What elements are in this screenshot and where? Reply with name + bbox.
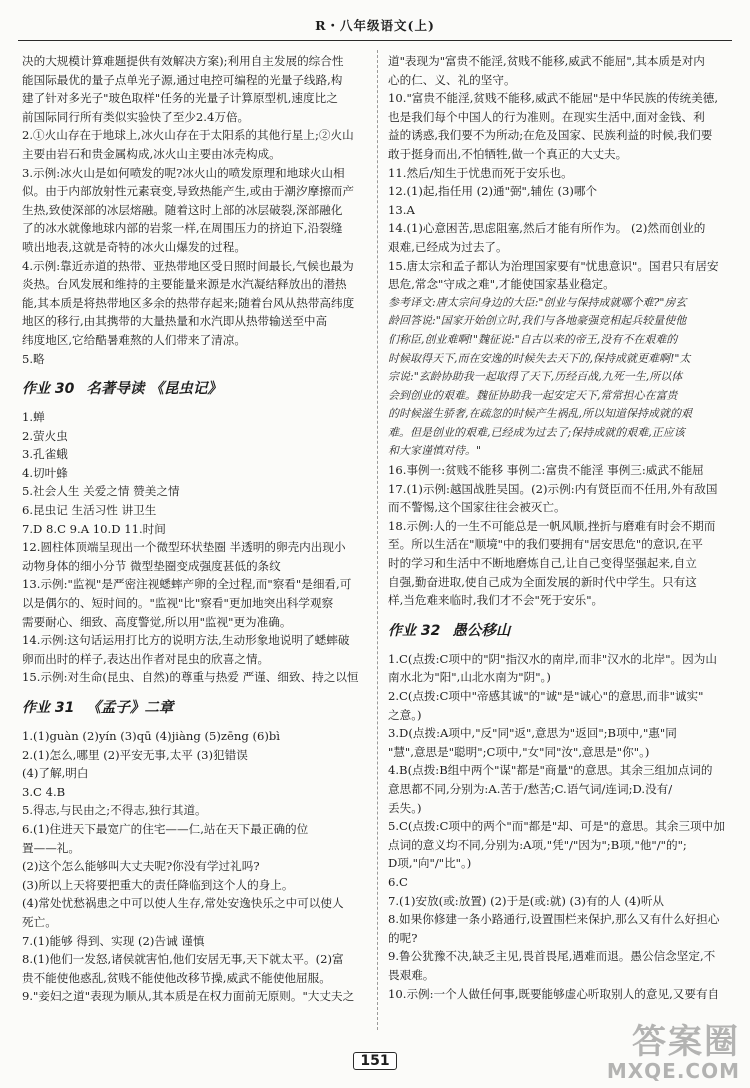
left-column xyxy=(22,52,366,1048)
answer-line: 4.示例:靠近赤道的热带、亚热带地区受日照时间最长,气候也最为 xyxy=(22,258,354,273)
answer-line: 6.昆虫记 生活习性 讲卫生 xyxy=(22,503,157,518)
answer-line: 至。所以生活在"顺境"中的我们要拥有"居安思危"的意识,在平 xyxy=(388,537,703,552)
answer-line: 时的学习和生活中不断地磨炼自己,让自己变得坚强起来,自立 xyxy=(388,556,697,571)
translation-line: 时候取得天下,而在安逸的时候失去天下的,保持成就更难啊!"太 xyxy=(388,351,691,365)
answer-line: 8.(1)他们一发怒,诸侯就害怕,他们安居无事,天下就太平。(2)富 xyxy=(22,952,344,967)
translation-line: 宗说:"玄龄协助我一起取得了天下,历经百战,九死一生,所以体 xyxy=(388,370,683,384)
answer-line: (3)所以上天将要把重大的责任降临到这个人的身上。 xyxy=(22,877,294,892)
answer-line: 7.D 8.C 9.A 10.D 11.时间 xyxy=(22,521,166,536)
column-divider xyxy=(377,50,378,1030)
answer-line: 15.示例:对生命(昆虫、自然)的尊重与热爱 严谨、细致、持之以恒 xyxy=(22,670,359,685)
translation-line: 们称臣,创业难啊!"魏征说:"自古以来的帝王,没有不在艰难的 xyxy=(388,332,678,346)
answer-line: 卵而出时的样子,表达出作者对昆虫的欣喜之情。 xyxy=(22,651,270,666)
answer-line: 能国际最优的量子点单光子源,通过电控可编程的光量子线路,构 xyxy=(22,72,343,87)
section-title: 愚公移山 xyxy=(452,622,511,639)
answer-line: 动物身体的细小分节 微型垫圈变成强度甚低的条纹 xyxy=(22,558,281,573)
answer-line: 2.C(点拨:C项中"帝感其诚"的"诚"是"诚心"的意思,而非"诚实" xyxy=(388,689,704,703)
answer-line: 思危,常念"守成之难",才能使国家基业稳定。 xyxy=(388,277,615,292)
section-heading xyxy=(22,693,366,723)
answer-line: 建了针对多光子"玻色取样"任务的光量子计算原型机,速度比之 xyxy=(22,91,338,106)
page-header xyxy=(0,0,750,40)
section-title: 名著导读 《昆虫记》 xyxy=(86,380,222,397)
answer-line: 之意。) xyxy=(388,707,422,722)
answer-line: 10.示例:一个人做任何事,既要能够虚心听取别人的意见,又要有自 xyxy=(388,986,720,1001)
right-column xyxy=(388,52,728,1048)
answer-line: 6.C xyxy=(388,874,408,889)
answer-line: 敢于挺身而出,不怕牺牲,做一个真正的大丈夫。 xyxy=(388,146,628,161)
answer-line: 7.(1)能够 得到、实现 (2)告诫 谨慎 xyxy=(22,933,205,948)
answer-line: 17.(1)示例:越国战胜吴国。(2)示例:内有贤臣而不任用,外有敌国 xyxy=(388,481,718,496)
answer-line: 死亡。 xyxy=(22,914,57,929)
answer-line: 需要耐心、细致、高度警觉,所以用"监视"更为准确。 xyxy=(22,614,292,629)
answer-line: 地区的移行,由其携带的大量热量和水汽即从热带输送至中高 xyxy=(22,314,328,329)
answer-line: 5.C(点拨:C项中的两个"而"都是"却、可是"的意思。其余三项中加 xyxy=(388,819,725,834)
answer-line: 贵不能使他惑乱,贫贱不能使他改移节操,威武不能使他屈服。 xyxy=(22,970,331,985)
answer-line: 而不警惕,这个国家往往会被灭亡。 xyxy=(388,500,566,515)
answer-line: 11.然后/知生于忧患而死于安乐也。 xyxy=(388,165,573,180)
answer-line: 15.唐太宗和孟子都认为治理国家要有"忧患意识"。国君只有居安 xyxy=(388,258,719,273)
answer-line: 13.A xyxy=(388,202,415,217)
section-heading xyxy=(388,616,728,646)
answer-line: (4)了解,明白 xyxy=(22,766,89,781)
translation-line: 的时候滋生骄奢,在疏忽的时候产生祸乱,所以知道保持成就的艰 xyxy=(388,407,692,421)
answer-line: 18.示例:人的一生不可能总是一帆风顺,挫折与磨难有时会不期而 xyxy=(388,518,716,533)
answer-line: 5.略 xyxy=(22,351,45,366)
answer-line: 1.C(点拨:C项中的"阴"指汉水的南岸,而非"汉水的北岸"。因为山 xyxy=(388,651,717,666)
page-number: 151 xyxy=(353,1052,396,1070)
answer-line: 10."富贵不能淫,贫贱不能移,威武不能屈"是中华民族的传统美德, xyxy=(388,91,719,106)
answer-line: 14.示例:这句话运用打比方的说明方法,生动形象地说明了蟋蟀破 xyxy=(22,633,350,648)
answer-line: 12.(1)起,指任用 (2)通"弼",辅佐 (3)哪个 xyxy=(388,184,598,199)
answer-line: 意思都不同,分别为:A.苦于/愁苦;C.语气词/连词;D.没有/ xyxy=(388,781,673,796)
answer-line: (4)常处忧愁祸患之中可以使人生存,常处安逸快乐之中可以使人 xyxy=(22,896,344,911)
translation-line: 会到创业的艰难。魏征协助我一起安定天下,常常担心在富贵 xyxy=(388,388,678,402)
translation-line: 参考译文:唐太宗问身边的大臣:"创业与保持成就哪个难?"房玄 xyxy=(388,295,687,309)
answer-line: 生热,致使深部的冰层熔融。随着这时上部的冰层破裂,深部融化 xyxy=(22,202,343,217)
answer-line: 艰难,已经成为过去了。 xyxy=(388,239,508,254)
answer-line: 2.(1)怎么,哪里 (2)平安无事,太平 (3)犯错误 xyxy=(22,747,248,762)
answer-line: 4.切叶蜂 xyxy=(22,465,68,480)
answer-line: 9."妾妇之道"表现为顺从,其本质是在权力面前无原则。"大丈夫之 xyxy=(22,989,355,1004)
section-heading xyxy=(22,374,366,404)
translation-line: 和大家谨慎对待。" xyxy=(388,444,482,458)
answer-line: 8.如果你修建一条小路通行,设置围栏来保护,那么又有什么好担心 xyxy=(388,912,720,927)
answer-line: 心的仁、义、礼的坚守。 xyxy=(388,72,516,87)
watermark xyxy=(607,1024,740,1082)
answer-line: 样,当危难来临时,我们才不会"死于安乐"。 xyxy=(388,593,604,608)
answer-line: D项,"向"/"比"。) xyxy=(388,856,472,871)
answer-line: 5.社会人生 关爱之情 赞美之情 xyxy=(22,484,180,499)
answer-line: 以是偶尔的、短时间的。"监视"比"察看"更加地突出科学观察 xyxy=(22,596,334,611)
answer-line: 1.蝉 xyxy=(22,410,45,425)
answer-line: 3.示例:冰火山是如何喷发的呢?冰火山的喷发原理和地球火山相 xyxy=(22,165,345,180)
answer-line: 4.B(点拨:B组中两个"谋"都是"商量"的意思。其余三组加点词的 xyxy=(388,763,713,778)
answer-line: (2)这个怎么能够叫大丈夫呢?你没有学过礼吗? xyxy=(22,859,260,874)
answer-line: 3.C 4.B xyxy=(22,784,66,799)
answer-line: 似。由于内部放射性元素衰变,导致热能产生,或由于潮汐摩擦而产 xyxy=(22,184,354,199)
section-label: 作业 32 xyxy=(388,622,441,639)
header-rule xyxy=(18,40,732,41)
answer-line: 3.D(点拨:A项中,"反"同"返",意思为"返回";B项中,"惠"同 xyxy=(388,726,677,741)
answer-line: 2.萤火虫 xyxy=(22,428,68,443)
answer-line: 自强,勤奋进取,使自己成为全面发展的新时代中学生。只有这 xyxy=(388,574,697,589)
answer-line: 纬度地区,它给酷暑难熬的人们带来了清凉。 xyxy=(22,332,246,347)
answer-line: 能,其本质是将热带地区多余的热带存起来;随着台风从热带高纬度 xyxy=(22,295,355,310)
answer-line: 点词的意义均不同,分别为:A项,"凭"/"因为";B项,"他"/"的"; xyxy=(388,837,687,852)
watermark-logo: 答案圈 xyxy=(632,1022,740,1062)
answer-line: 5.得志,与民由之;不得志,独行其道。 xyxy=(22,803,207,818)
answer-line: 道"表现为"富贵不能淫,贫贱不能移,威武不能屈",其本质是对内 xyxy=(388,54,705,68)
translation-line: 龄回答说:"国家开始创立时,我们与各地豪强竞相起兵较量使他 xyxy=(388,314,687,328)
header-title: R・八年级语文(上) xyxy=(315,18,435,33)
answer-line: 置——礼。 xyxy=(22,840,80,855)
answer-line: 丢失。) xyxy=(388,800,422,815)
answer-line: 3.孔雀蛾 xyxy=(22,447,68,462)
answer-line: 畏艰难。 xyxy=(388,967,435,982)
answer-line: 13.示例:"监视"是严密注视蟋蟀产卵的全过程,而"察看"是细看,可 xyxy=(22,577,352,592)
answer-line: 的呢? xyxy=(388,930,418,945)
answer-line: 9.鲁公犹豫不决,缺乏主见,畏首畏尾,遇难而退。愚公信念坚定,不 xyxy=(388,949,716,964)
answer-line: 16.事例一:贫贱不能移 事例二:富贵不能淫 事例三:威武不能屈 xyxy=(388,463,704,478)
answer-line: 喷出地表,这就是奇特的冰火山爆发的过程。 xyxy=(22,239,246,254)
answer-line: 12.圆柱体顶端呈现出一个微型环状垫圈 半透明的卵壳内出现小 xyxy=(22,540,346,555)
answer-line: 1.(1)guàn (2)yín (3)qū (4)jiàng (5)zēng (6)bì xyxy=(22,729,280,743)
answer-line: 14.(1)心意困苦,思虑阻塞,然后才能有所作为。 (2)然而创业的 xyxy=(388,221,706,236)
answer-line: "慧",意思是"聪明";C项中,"女"同"汝",意思是"你"。) xyxy=(388,744,650,759)
answer-line: 前国际同行所有类似实验快了至少2.4万倍。 xyxy=(22,109,250,124)
answer-line: 炎热。台风发展和维持的主要能量来源是水汽凝结释放出的潜热 xyxy=(22,277,347,292)
section-label: 作业 30 xyxy=(22,380,75,397)
answer-line: 南水北为"阳",山北水南为"阴"。) xyxy=(388,670,551,685)
answer-line: 6.(1)住进天下最宽广的住宅——仁,站在天下最正确的位 xyxy=(22,821,309,836)
watermark-site: MXQE.COM xyxy=(606,1059,740,1083)
answer-line: 也是我们每个中国人的行为准则。在现实生活中,面对金钱、利 xyxy=(388,109,705,124)
section-title: 《孟子》二章 xyxy=(86,699,174,716)
section-label: 作业 31 xyxy=(22,699,75,716)
answer-line: 主要由岩石和贵金属构成,冰火山主要由冰壳构成。 xyxy=(22,146,281,161)
page-number-box xyxy=(340,1046,410,1076)
answer-line: 了的冰水就像地球内部的岩浆一样,在周围压力的挤迫下,沿裂缝 xyxy=(22,221,343,236)
answer-line: 2.①火山存在于地球上,冰火山存在于太阳系的其他行星上;②火山 xyxy=(22,128,354,143)
translation-line: 难。但是创业的艰难,已经成为过去了;保持成就的艰难,正应该 xyxy=(388,425,685,439)
answer-line: 决的大规模计算难题提供有效解决方案);利用自主发展的综合性 xyxy=(22,54,344,68)
answer-line: 益的诱惑,我们要不为所动;在危及国家、民族利益的时候,我们要 xyxy=(388,128,713,143)
answer-line: 7.(1)安放(或:放置) (2)于是(或:就) (3)有的人 (4)听从 xyxy=(388,893,665,908)
